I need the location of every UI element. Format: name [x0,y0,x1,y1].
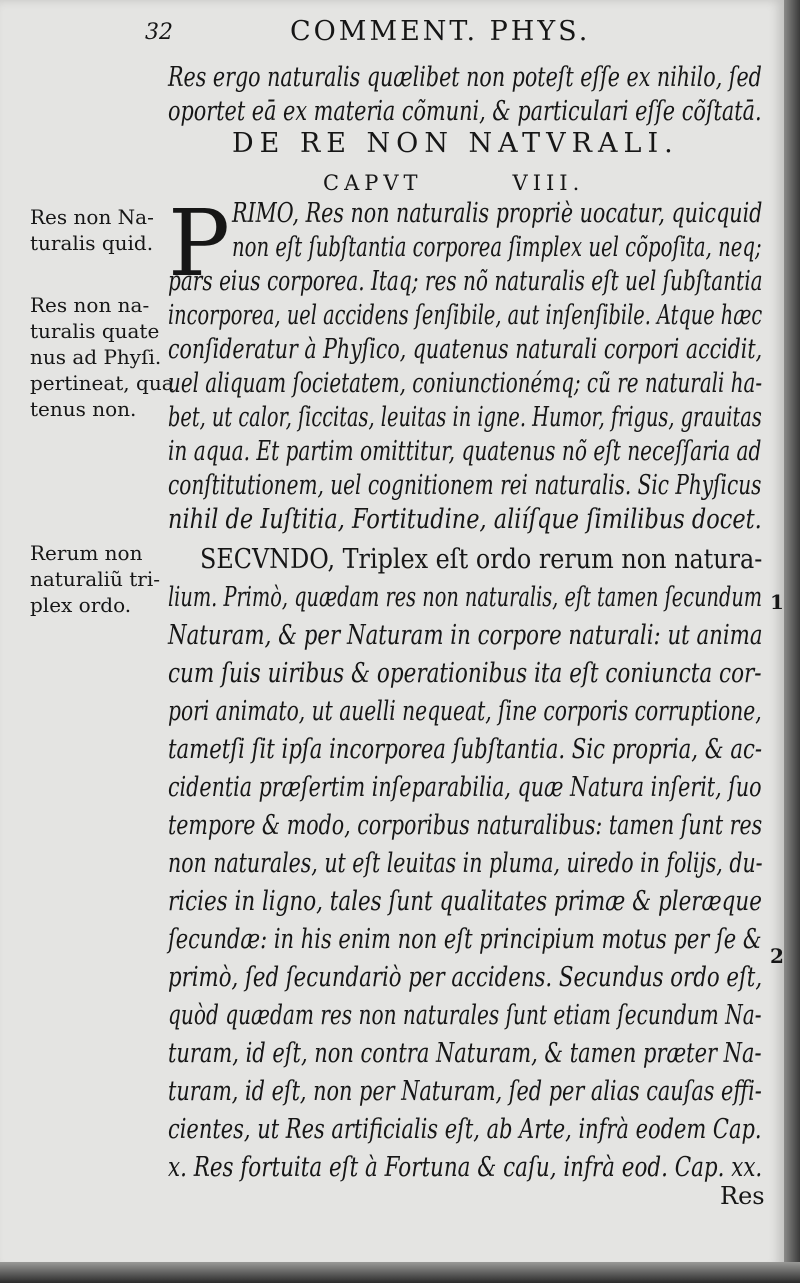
body-line: turam, id eſt, non per Naturam, ſed per alias cauſas effi- [168,1076,762,1107]
running-title: COMMENT. PHYS. [290,16,591,47]
body-line: conſtitutionem, uel cognitionem rei naturalis. Sic Phyſicus [168,470,762,501]
body-line: non naturales, ut eſt leuitas in pluma, uiredo in folijs, du- [168,848,763,879]
body-line: primò, ſed ſecundariò per accidens. Secundus ordo eſt, [168,962,763,993]
body-line: lium. Primò, quædam res non naturalis, eſt tamen ſecundum [168,582,763,613]
right-margin-number: 1 [770,590,784,614]
page-number: 32 [145,20,173,45]
margin-note [30,204,154,256]
body-line: non eſt ſubſtantia corporea ſimplex uel cõpoſita, neq; [232,232,762,263]
body-line: pori animato, ut auelli nequeat, ſine corporis corruptione, [168,696,762,727]
margin-note [30,540,160,618]
body-line: x. Res fortuita eſt à Fortuna & caſu, infrà eod. Cap. xx. [168,1152,763,1183]
body-line: RIMO, Res non naturalis propriè uocatur, quicquid [232,198,763,229]
page-edge [784,0,800,1283]
body-line: SECVNDO, Triplex eſt ordo rerum non natura- [200,544,763,575]
catchword: Res [720,1182,765,1210]
body-line: pars eius corporea. Itaq; res nõ naturalis eſt uel ſubſtantia [168,266,763,297]
body-line: incorporea, uel accidens ſenſibile, aut inſenſibile. Atque hæc [168,300,763,331]
body-line: tempore & modo, corporibus naturalibus: tamen ſunt res [168,810,763,841]
margin-note-line: plex ordo. [30,593,132,617]
margin-note-line: naturaliũ tri- [30,567,160,591]
body-line: cum ſuis uiribus & operationibus ita eſt coniuncta cor- [168,658,762,689]
body-line: ſecundæ: in his enim non eſt principium motus per ſe & [168,924,762,955]
right-margin-number: 2 [770,944,784,968]
body-line: nihil de Iuſtitia, Fortitudine, aliíſque ſimilibus docet. [168,504,762,535]
body-line: ricies in ligno, tales ſunt qualitates primæ & pleræque [168,886,762,917]
page-bottom-edge [0,1262,800,1283]
margin-note-line: turalis quate [30,319,160,343]
margin-note [30,292,174,422]
margin-note-line: tenus non. [30,397,137,421]
body-line: tametſi ſit ipſa incorporea ſubſtantia. Sic propria, & ac- [168,734,763,765]
body-line: in aqua. Et partim omittitur, quatenus nõ eſt neceſſaria ad [168,436,762,467]
margin-note-line: Res non Na- [30,205,154,229]
margin-note-line: nus ad Phyſi. [30,345,162,369]
body-line: bet, ut calor, ſiccitas, leuitas in igne. Humor, frigus, grauitas [168,402,762,433]
section-heading: DE RE NON NATVRALI. [232,128,679,159]
body-line: uel aliquam ſocietatem, coniunctionémq; cũ re naturali ha- [168,368,763,399]
body-line: Naturam, & per Naturam in corpore naturali: ut anima [168,620,763,651]
intro-line: oportet eā ex materia cõmuni, & particulari eſſe cõſtatā. [168,96,762,127]
margin-note-line: pertineat, qua [30,371,174,395]
intro-line: Res ergo naturalis quælibet non poteſt eſſe ex nihilo, ſed [168,62,762,93]
body-line: quòd quædam res non naturales ſunt etiam ſecundum Na- [168,1000,762,1031]
body-line: cidentia præſertim inſeparabilia, quæ Natura inſerit, ſuo [168,772,762,803]
caput-label: CAPVT [323,171,423,195]
caput-number: VIII. [512,171,585,195]
body-line: conſideratur à Phyſico, quatenus naturali corpori accidit, [168,334,763,365]
drop-cap: P [168,190,230,297]
margin-note-line: Res non na- [30,293,150,317]
margin-note-line: Rerum non [30,541,143,565]
chapter-label [323,171,584,195]
body-line: turam, id eſt, non contra Naturam, & tamen præter Na- [168,1038,762,1069]
body-line: cientes, ut Res artificialis eſt, ab Arte, infrà eodem Cap. [168,1114,762,1145]
margin-note-line: turalis quid. [30,231,154,255]
